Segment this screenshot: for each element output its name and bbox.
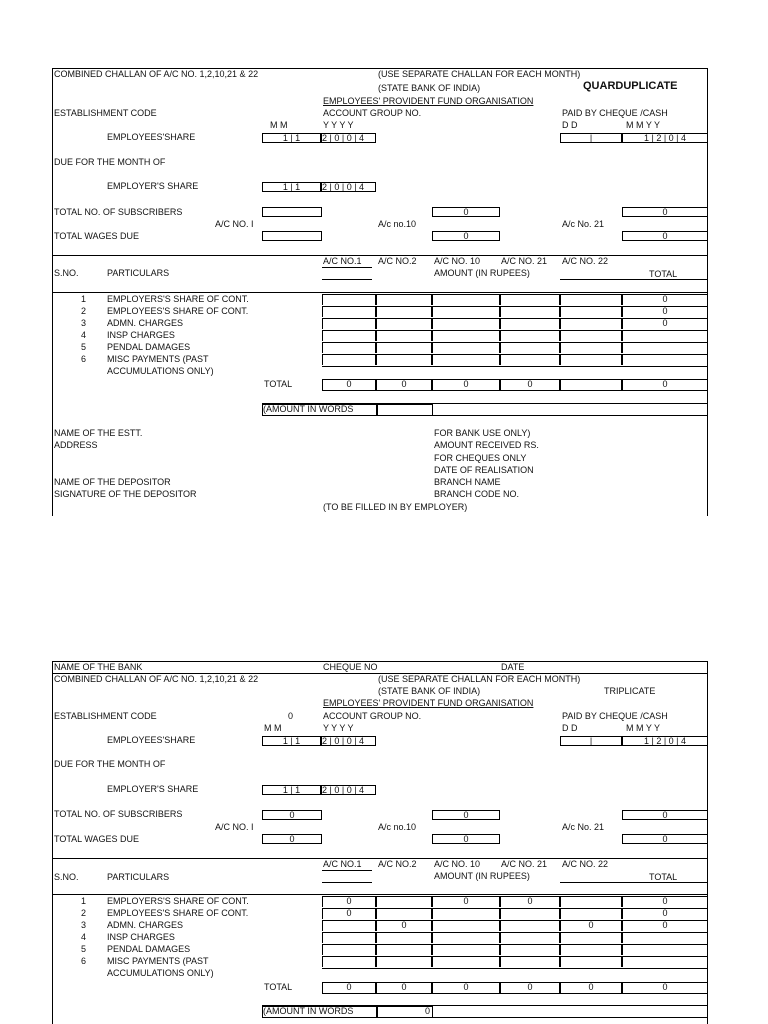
row-sno: 3 xyxy=(80,920,86,930)
row-cell-ac21[interactable] xyxy=(500,354,560,365)
row-cell-ac2[interactable] xyxy=(376,896,432,907)
row-cell-ac2[interactable] xyxy=(376,908,432,919)
signature-label: SIGNATURE OF THE DEPOSITOR xyxy=(54,489,197,499)
separate-challan-note: (USE SEPARATE CHALLAN FOR EACH MONTH) xyxy=(378,69,581,79)
row-cell-ac22[interactable] xyxy=(560,908,622,919)
row-cell-ac10[interactable] xyxy=(432,342,500,353)
row-cell-ac1[interactable]: 0 xyxy=(322,896,376,907)
paid-by-label: PAID BY CHEQUE /CASH xyxy=(562,711,668,721)
row-cell-ac21[interactable] xyxy=(500,956,560,967)
row-cell-total[interactable] xyxy=(622,330,708,341)
ac1-header-bottom xyxy=(322,279,372,280)
row-cell-ac21[interactable] xyxy=(500,944,560,955)
wages-ac10-box[interactable]: 0 xyxy=(432,231,500,241)
row-cell-total[interactable] xyxy=(622,944,708,955)
employees-share-month[interactable]: 1 | 1 xyxy=(262,133,321,143)
row-cell-ac2[interactable] xyxy=(376,932,432,943)
row-sno: 6 xyxy=(80,956,86,966)
subscribers-ac21-box[interactable]: 0 xyxy=(622,207,708,217)
wages-ac1-box[interactable] xyxy=(262,231,322,241)
employers-share-month[interactable]: 1 | 1 xyxy=(262,182,321,192)
col-total-header: TOTAL xyxy=(649,872,678,882)
row-particular: EMPLOYEES'S SHARE OF CONT. xyxy=(107,908,249,918)
total-subscribers-label: TOTAL NO. OF SUBSCRIBERS xyxy=(54,809,183,819)
col-total-header: TOTAL xyxy=(649,269,678,279)
amount-in-words-label-box xyxy=(262,1006,377,1018)
employers-share-year[interactable]: 2 | 0 | 0 | 4 xyxy=(321,182,376,192)
row-cell-ac21[interactable] xyxy=(500,920,560,931)
row-particular: MISC PAYMENTS (PAST xyxy=(107,956,209,966)
row-cell-total[interactable] xyxy=(622,354,708,365)
total-cell-total[interactable]: 0 xyxy=(622,379,708,391)
name-depositor-label: NAME OF THE DEPOSITOR xyxy=(54,477,171,487)
employers-share-year[interactable]: 2 | 0 | 0 | 4 xyxy=(321,785,376,795)
copy-label: QUARDUPLICATE xyxy=(583,80,678,92)
row-cell-ac22[interactable] xyxy=(560,342,622,353)
row-cell-total[interactable]: 0 xyxy=(622,306,708,317)
total-row-label: TOTAL xyxy=(264,982,293,992)
amount-in-words-field[interactable]: 0 xyxy=(377,1006,433,1018)
row-cell-ac10[interactable] xyxy=(432,944,500,955)
row-cell-total[interactable] xyxy=(622,342,708,353)
establishment-code-label: ESTABLISHMENT CODE xyxy=(54,108,157,118)
row-particular-continued: ACCUMULATIONS ONLY) xyxy=(107,366,214,376)
row-cell-ac1[interactable] xyxy=(322,932,376,943)
row-cell-ac21[interactable] xyxy=(500,932,560,943)
due-month-label: DUE FOR THE MONTH OF xyxy=(54,759,166,769)
row-cell-ac10[interactable] xyxy=(432,932,500,943)
row-cell-total[interactable]: 0 xyxy=(622,908,708,919)
subscribers-ac10-box[interactable]: 0 xyxy=(432,810,500,820)
bank-use-label: FOR BANK USE ONLY) xyxy=(434,428,531,438)
row-particular: EMPLOYERS'S SHARE OF CONT. xyxy=(107,896,249,906)
subscribers-ac1-box[interactable] xyxy=(262,207,322,217)
cheque-no-label: CHEQUE NO xyxy=(323,662,378,672)
row-cell-ac10[interactable] xyxy=(432,294,500,305)
row-cell-ac2[interactable] xyxy=(376,318,432,329)
branch-code-label: BRANCH CODE NO. xyxy=(434,489,520,499)
rows-bottom-line xyxy=(322,366,708,367)
challan-title: COMBINED CHALLAN OF A/C NO. 1,2,10,21 & 22 xyxy=(54,674,259,684)
row-cell-ac10[interactable] xyxy=(432,306,500,317)
ac1-header-bottom xyxy=(322,882,372,883)
row-cell-ac2[interactable] xyxy=(376,342,432,353)
row-particular: ADMN. CHARGES xyxy=(107,920,184,930)
amount-in-words-label-box xyxy=(262,404,377,416)
row-cell-ac22[interactable] xyxy=(560,932,622,943)
employees-share-year[interactable]: 2 | 0 | 0 | 4 xyxy=(321,133,376,143)
amount-rupees-header: AMOUNT (IN RUPEES) xyxy=(434,871,530,881)
ac-no-1-label: A/C NO. I xyxy=(215,219,254,229)
month-header: M M xyxy=(264,723,282,733)
row-particular: ADMN. CHARGES xyxy=(107,318,184,328)
row-cell-ac10[interactable] xyxy=(432,908,500,919)
account-group-label: ACCOUNT GROUP NO. xyxy=(323,711,422,721)
ac-no-21-label: A/c No. 21 xyxy=(562,219,605,229)
day-header: D D xyxy=(562,723,578,733)
row-cell-ac22[interactable] xyxy=(560,944,622,955)
due-month-label: DUE FOR THE MONTH OF xyxy=(54,157,166,167)
row-cell-ac22[interactable] xyxy=(560,318,622,329)
row-cell-ac10[interactable] xyxy=(432,920,500,931)
col-ac2-header: A/C NO.2 xyxy=(378,256,417,266)
row-cell-ac21[interactable] xyxy=(500,294,560,305)
separate-challan-note: (USE SEPARATE CHALLAN FOR EACH MONTH) xyxy=(378,674,581,684)
col-sno-header: S.NO. xyxy=(54,268,79,278)
row-cell-ac22[interactable] xyxy=(560,956,622,967)
wages-ac1-box[interactable]: 0 xyxy=(262,834,322,844)
bank-name-note: (STATE BANK OF INDIA) xyxy=(378,686,481,696)
form-left-border xyxy=(52,661,53,1024)
total-header-bottom xyxy=(560,279,708,280)
col-ac22-header: A/C NO. 22 xyxy=(562,256,609,266)
year-header: Y Y Y Y xyxy=(323,120,354,130)
row-sno: 5 xyxy=(80,342,86,352)
row-particular-continued: ACCUMULATIONS ONLY) xyxy=(107,968,214,978)
row-cell-ac1[interactable]: 0 xyxy=(322,908,376,919)
row-cell-ac10[interactable] xyxy=(432,318,500,329)
row-cell-ac1[interactable] xyxy=(322,920,376,931)
ac-no-21-label: A/c No. 21 xyxy=(562,822,605,832)
col-ac21-header: A/C NO. 21 xyxy=(501,256,548,266)
rows-bottom-line xyxy=(322,968,708,969)
subscribers-ac10-box[interactable]: 0 xyxy=(432,207,500,217)
employees-share-label: EMPLOYEES'SHARE xyxy=(107,735,196,745)
date-realisation-label: DATE OF REALISATION xyxy=(434,465,534,475)
paid-day[interactable]: | xyxy=(560,736,622,746)
form-top-border xyxy=(52,661,708,662)
total-cell-ac21[interactable]: 0 xyxy=(500,982,560,994)
challan-form-quadruplicate xyxy=(52,68,708,516)
col-ac21-header: A/C NO. 21 xyxy=(501,859,548,869)
filled-by-label: (TO BE FILLED IN BY EMPLOYER) xyxy=(323,502,468,512)
row-cell-ac22[interactable] xyxy=(560,294,622,305)
row-particular: INSP CHARGES xyxy=(107,330,175,340)
row-cell-total[interactable]: 0 xyxy=(622,896,708,907)
employers-share-label: EMPLOYER'S SHARE xyxy=(107,181,199,191)
total-header-bottom xyxy=(560,882,708,883)
row-particular: PENDAL DAMAGES xyxy=(107,342,191,352)
col-particulars-header: PARTICULARS xyxy=(107,268,170,278)
col-ac1-header: A/C NO.1 xyxy=(323,256,362,266)
row-particular: EMPLOYEES'S SHARE OF CONT. xyxy=(107,306,249,316)
row-cell-ac22[interactable]: 0 xyxy=(560,920,622,931)
row-cell-ac2[interactable] xyxy=(376,294,432,305)
year-header: Y Y Y Y xyxy=(323,723,354,733)
col-particulars-header: PARTICULARS xyxy=(107,872,170,882)
row-cell-total[interactable] xyxy=(622,956,708,967)
total-cell-ac22[interactable] xyxy=(560,379,622,391)
employers-share-month[interactable]: 1 | 1 xyxy=(262,785,321,795)
row-cell-ac10[interactable]: 0 xyxy=(432,896,500,907)
total-wages-label: TOTAL WAGES DUE xyxy=(54,834,140,844)
ac1-header-underline xyxy=(322,870,372,871)
total-cell-total[interactable]: 0 xyxy=(622,982,708,994)
month-year-header: M M Y Y xyxy=(626,120,661,130)
paid-month-year[interactable]: 1 | 2 | 0 | 4 xyxy=(622,736,708,746)
amount-in-words-label: (AMOUNT IN WORDS xyxy=(263,404,354,414)
total-cell-ac2[interactable]: 0 xyxy=(376,379,432,391)
row-cell-ac22[interactable] xyxy=(560,354,622,365)
total-cell-ac22[interactable]: 0 xyxy=(560,982,622,994)
row-cell-ac21[interactable] xyxy=(500,342,560,353)
subscribers-ac1-box[interactable]: 0 xyxy=(262,810,322,820)
row-sno: 3 xyxy=(80,318,86,328)
ac-no-10-label: A/c no.10 xyxy=(378,219,417,229)
row-cell-ac21[interactable]: 0 xyxy=(500,896,560,907)
row-sno: 2 xyxy=(80,306,86,316)
copy-label: TRIPLICATE xyxy=(604,686,656,696)
row-sno: 1 xyxy=(80,896,86,906)
row-particular: MISC PAYMENTS (PAST xyxy=(107,354,209,364)
row-cell-ac2[interactable] xyxy=(376,354,432,365)
establishment-code-label: ESTABLISHMENT CODE xyxy=(54,711,157,721)
col-sno-header: S.NO. xyxy=(54,872,79,882)
row-cell-ac21[interactable] xyxy=(500,318,560,329)
row-cell-ac2[interactable] xyxy=(376,306,432,317)
row-cell-ac1[interactable] xyxy=(322,956,376,967)
bank-name-note: (STATE BANK OF INDIA) xyxy=(378,83,481,93)
total-cell-ac2[interactable]: 0 xyxy=(376,982,432,994)
row-cell-ac2[interactable] xyxy=(376,956,432,967)
month-year-header: M M Y Y xyxy=(626,723,661,733)
amount-rupees-header: AMOUNT (IN RUPEES) xyxy=(434,268,530,278)
paid-day[interactable]: | xyxy=(560,133,622,143)
row-cell-ac21[interactable] xyxy=(500,306,560,317)
employees-share-year[interactable]: 2 | 0 | 0 | 4 xyxy=(321,736,376,746)
row-sno: 4 xyxy=(80,330,86,340)
amount-in-words-field[interactable] xyxy=(377,404,433,416)
wages-ac21-box[interactable]: 0 xyxy=(622,834,708,844)
paid-by-label: PAID BY CHEQUE /CASH xyxy=(562,108,668,118)
for-cheques-label: FOR CHEQUES ONLY xyxy=(434,453,527,463)
total-cell-ac21[interactable]: 0 xyxy=(500,379,560,391)
amount-received-label: AMOUNT RECEIVED RS. xyxy=(434,440,539,450)
total-cell-ac10[interactable]: 0 xyxy=(432,982,500,994)
subscribers-ac21-box[interactable]: 0 xyxy=(622,810,708,820)
row-cell-ac1[interactable] xyxy=(322,306,376,317)
row-cell-total[interactable]: 0 xyxy=(622,318,708,329)
row-particular: PENDAL DAMAGES xyxy=(107,944,191,954)
row-cell-ac2[interactable] xyxy=(376,330,432,341)
total-cell-ac1[interactable]: 0 xyxy=(322,379,376,391)
employees-share-month[interactable]: 1 | 1 xyxy=(262,736,321,746)
total-row-label: TOTAL xyxy=(264,379,293,389)
words-bottom-line xyxy=(433,415,708,416)
row-cell-ac22[interactable] xyxy=(560,896,622,907)
branch-name-label: BRANCH NAME xyxy=(434,477,501,487)
challan-title: COMBINED CHALLAN OF A/C NO. 1,2,10,21 & 22 xyxy=(54,69,259,79)
total-cell-ac10[interactable]: 0 xyxy=(432,379,500,391)
date-label: DATE xyxy=(501,662,525,672)
name-estt-label: NAME OF THE ESTT. xyxy=(54,428,143,438)
ac1-header-underline xyxy=(322,267,372,268)
table-body-divider xyxy=(52,292,708,293)
employees-share-label: EMPLOYEES'SHARE xyxy=(107,132,196,142)
name-bank-label: NAME OF THE BANK xyxy=(54,662,143,672)
row-particular: INSP CHARGES xyxy=(107,932,175,942)
row-cell-ac1[interactable] xyxy=(322,318,376,329)
row-cell-ac21[interactable] xyxy=(500,330,560,341)
total-subscribers-label: TOTAL NO. OF SUBSCRIBERS xyxy=(54,207,183,217)
row-sno: 4 xyxy=(80,932,86,942)
row-cell-ac2[interactable]: 0 xyxy=(376,920,432,931)
row-cell-total[interactable] xyxy=(622,932,708,943)
wages-ac21-box[interactable]: 0 xyxy=(622,231,708,241)
row-particular: EMPLOYERS'S SHARE OF CONT. xyxy=(107,294,249,304)
ac-no-1-label: A/C NO. I xyxy=(215,822,254,832)
ac-no-10-label: A/c no.10 xyxy=(378,822,417,832)
amount-in-words-label: (AMOUNT IN WORDS xyxy=(263,1006,354,1016)
row-sno: 6 xyxy=(80,354,86,364)
employers-share-label: EMPLOYER'S SHARE xyxy=(107,784,199,794)
row-cell-ac1[interactable] xyxy=(322,330,376,341)
organisation-name: EMPLOYEES' PROVIDENT FUND ORGANISATION xyxy=(323,698,534,708)
row-cell-ac22[interactable] xyxy=(560,306,622,317)
row-cell-ac1[interactable] xyxy=(322,342,376,353)
row-sno: 2 xyxy=(80,908,86,918)
col-ac2-header: A/C NO.2 xyxy=(378,859,417,869)
account-group-label: ACCOUNT GROUP NO. xyxy=(323,108,422,118)
col-ac10-header: A/C NO. 10 xyxy=(434,859,481,869)
row-cell-ac21[interactable] xyxy=(500,908,560,919)
row-cell-ac10[interactable] xyxy=(432,330,500,341)
row-cell-total[interactable]: 0 xyxy=(622,294,708,305)
wages-ac10-box[interactable]: 0 xyxy=(432,834,500,844)
total-cell-ac1[interactable]: 0 xyxy=(322,982,376,994)
row-cell-ac1[interactable] xyxy=(322,944,376,955)
row-cell-ac10[interactable] xyxy=(432,354,500,365)
organisation-name: EMPLOYEES' PROVIDENT FUND ORGANISATION xyxy=(323,96,534,106)
paid-month-year[interactable]: 1 | 2 | 0 | 4 xyxy=(622,133,708,143)
words-bottom-line xyxy=(433,1017,708,1018)
row-cell-ac22[interactable] xyxy=(560,330,622,341)
table-body-divider xyxy=(52,894,708,895)
total-wages-label: TOTAL WAGES DUE xyxy=(54,231,140,241)
col-ac22-header: A/C NO. 22 xyxy=(562,859,609,869)
row-cell-ac10[interactable] xyxy=(432,956,500,967)
row-cell-ac1[interactable] xyxy=(322,354,376,365)
row-cell-total[interactable]: 0 xyxy=(622,920,708,931)
row-cell-ac2[interactable] xyxy=(376,944,432,955)
col-ac10-header: A/C NO. 10 xyxy=(434,256,481,266)
address-label: ADDRESS xyxy=(54,440,98,450)
row-sno: 5 xyxy=(80,944,86,954)
establishment-code-value: 0 xyxy=(288,711,294,721)
month-header: M M xyxy=(270,120,288,130)
col-ac1-header: A/C NO.1 xyxy=(323,859,362,869)
row-cell-ac1[interactable] xyxy=(322,294,376,305)
row-sno: 1 xyxy=(80,294,86,304)
day-header: D D xyxy=(562,120,578,130)
challan-form-triplicate xyxy=(52,661,708,1024)
